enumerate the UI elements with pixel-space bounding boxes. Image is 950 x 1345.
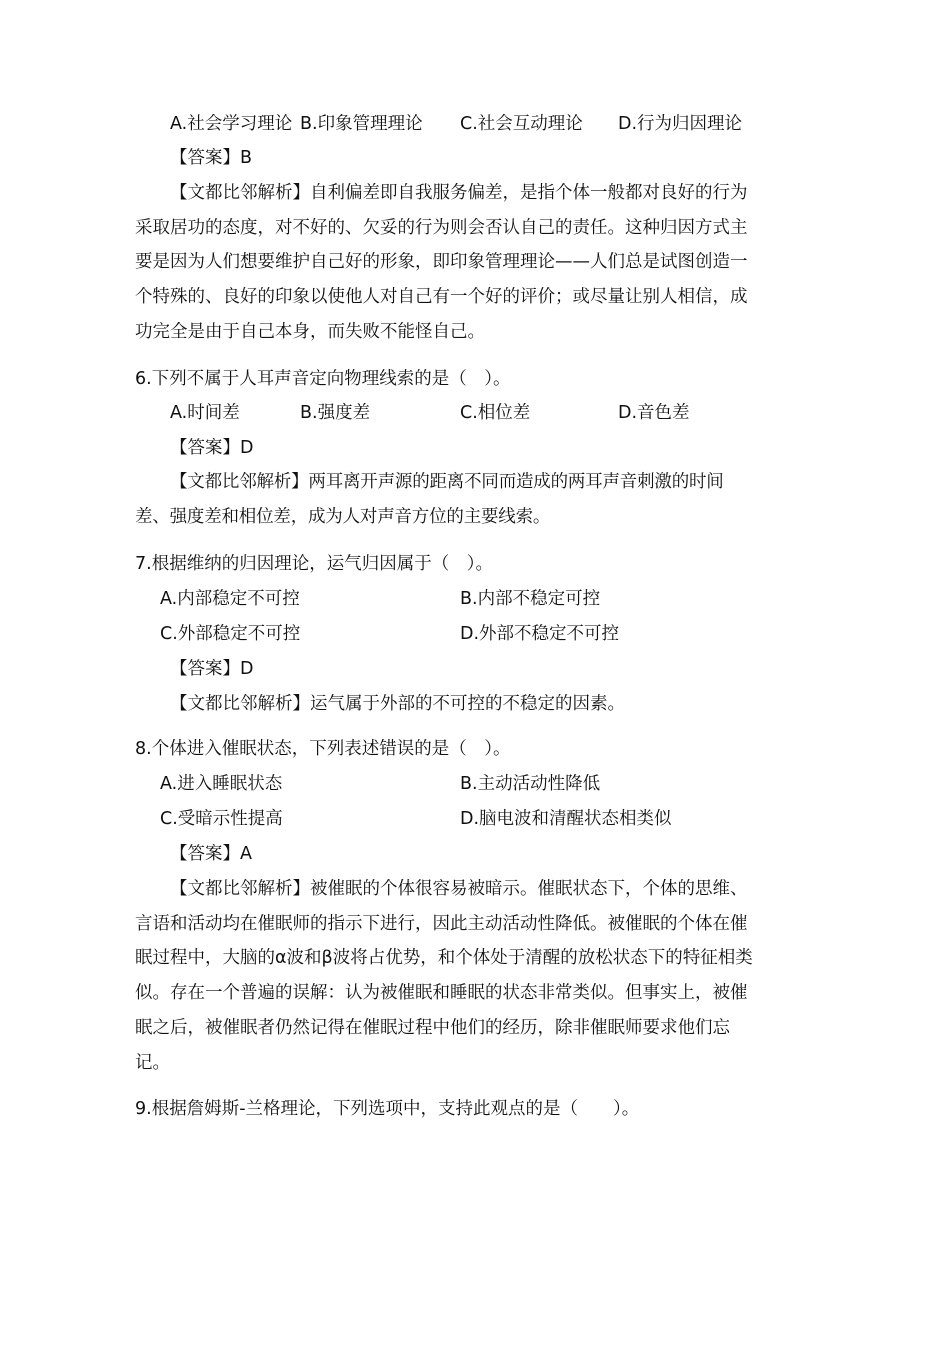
q5-analysis: 【文都比邻解析】自利偏差即自我服务偏差，是指个体一般都对良好的行为采取居功的态度，对不好的、欠妥的行为则会否认自己的责任。这种归因方式主要是因为人们想要维护自己好的形象，即印象管理理论——人们总是试图创造一个特殊的、良好的印象以使他人对自己有一个好的评价；或尽量让别人相信，成功完全是由于自己本身，而失败不能怪自己。: [135, 183, 748, 342]
q6-option-c: C.相位差: [460, 403, 531, 423]
q8-option-b: B.主动活动性降低: [460, 774, 601, 794]
q7-question: 7.根据维纳的归因理论，运气归因属于（ ）。: [135, 554, 493, 574]
q6-option-a: A.时间差: [170, 403, 240, 423]
q8-question: 8.个体进入催眠状态，下列表述错误的是（ ）。: [135, 739, 511, 759]
q8-answer: 【答案】A: [170, 844, 252, 864]
q7-option-c: C.外部稳定不可控: [160, 624, 301, 644]
q6-option-b: B.强度差: [300, 403, 371, 423]
q9-question: 9.根据詹姆斯-兰格理论，下列选项中，支持此观点的是（ ）。: [135, 1099, 640, 1119]
q5-option-d: D.行为归因理论: [618, 114, 743, 134]
q7-option-a: A.内部稳定不可控: [160, 589, 300, 609]
q7-option-b: B.内部不稳定可控: [460, 589, 601, 609]
q7-analysis: 【文都比邻解析】运气属于外部的不可控的不稳定的因素。: [170, 694, 625, 714]
q5-option-b: B.印象管理理论: [300, 114, 423, 134]
q5-option-a: A.社会学习理论: [170, 114, 293, 134]
q8-option-a: A.进入睡眠状态: [160, 774, 283, 794]
q6-answer: 【答案】D: [170, 438, 254, 458]
q7-option-d: D.外部不稳定不可控: [460, 624, 620, 644]
q8-option-d: D.脑电波和清醒状态相类似: [460, 809, 672, 829]
q6-question: 6.下列不属于人耳声音定向物理线索的是（ ）。: [135, 369, 511, 389]
q5-answer: 【答案】B: [170, 148, 253, 168]
q5-option-c: C.社会互动理论: [460, 114, 583, 134]
q8-option-c: C.受暗示性提高: [160, 809, 283, 829]
q8-analysis: 【文都比邻解析】被催眠的个体很容易被暗示。催眠状态下，个体的思维、言语和活动均在催眠师的指示下进行，因此主动活动性降低。被催眠的个体在催眠过程中，大脑的α波和β波将占优势，和个体处于清醒的放松状态下的特征相类似。存在一个普遍的误解：认为被催眠和睡眠的状态非常类似。但事实上，被催眠之后，被催眠者仍然记得在催眠过程中他们的经历，除非催眠师要求他们忘记。: [135, 879, 753, 1073]
q7-answer: 【答案】D: [170, 659, 254, 679]
q6-analysis: 【文都比邻解析】两耳离开声源的距离不同而造成的两耳声音刺激的时间差、强度差和相位差，成为人对声音方位的主要线索。: [135, 472, 724, 527]
q6-option-d: D.音色差: [618, 403, 690, 423]
